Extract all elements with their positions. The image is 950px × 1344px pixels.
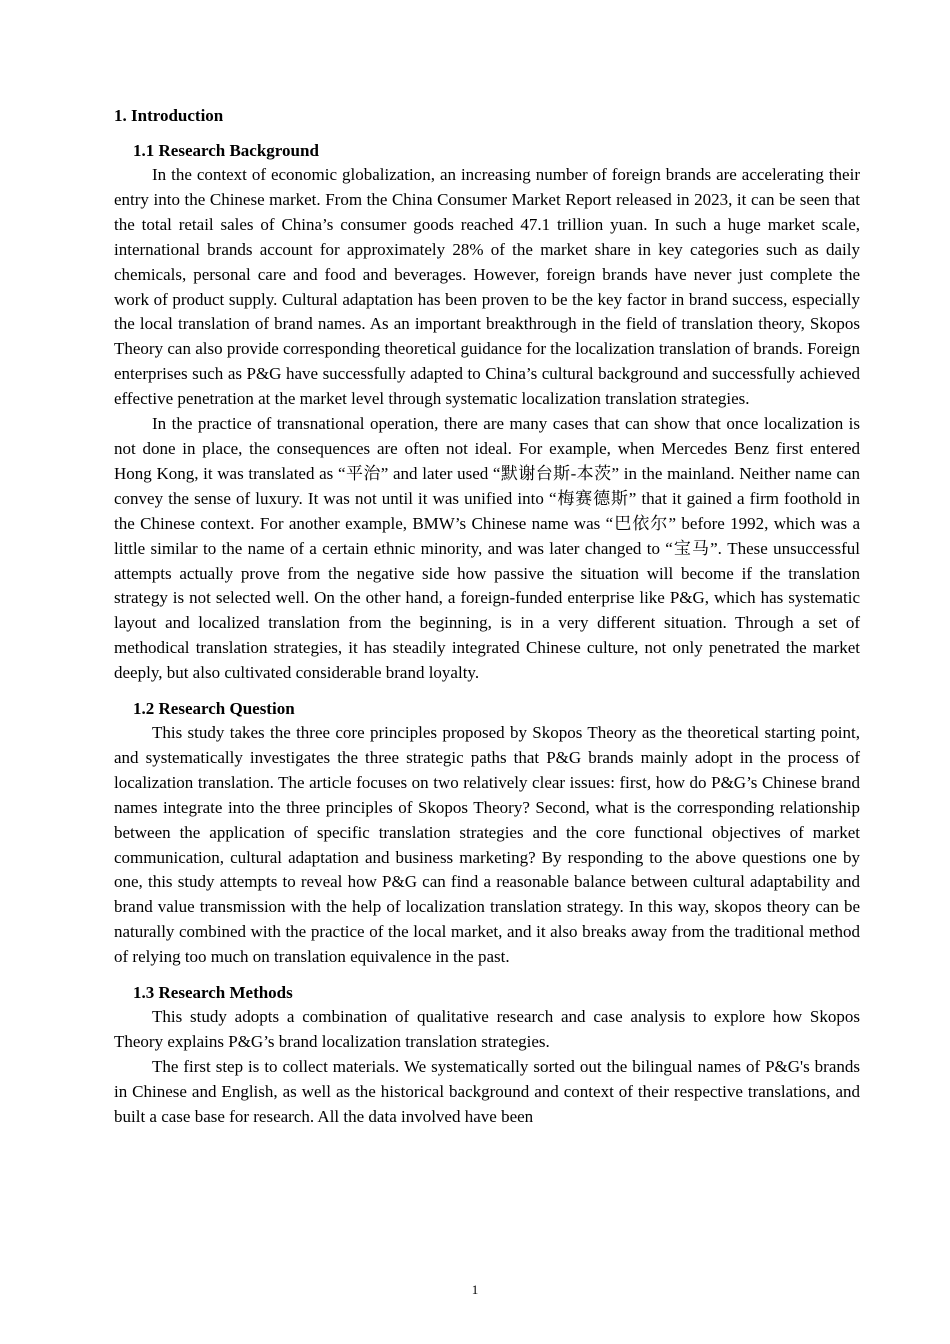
subsection-research-methods [114,981,860,1130]
section-title: 1. Introduction [114,106,224,125]
subsection-heading: 1.2 Research Question [133,699,295,719]
paragraph: In the context of economic globalization, an increasing number of foreign brands are accelerating their entry into the Chinese market. From the China Consumer Market Report released in 2023, it can be seen that the total retail sales of China’s consumer goods reached 47.1 trillion yuan. In such a huge market scale, international brands account for approximately 28% of the market share in key categories such as daily chemicals, personal care and food and beverages. However, foreign brands have never just complete the work of product supply. Cultural adaptation has been proven to be the key factor in brand success, especially the local translation of brand names. As an important breakthrough in the field of translation theory, Skopos Theory can also provide corresponding theoretical guidance for the localization translation of brands. Foreign enterprises such as P&G have successfully adapted to China’s cultural background and successfully achieved effective penetration at the market level through systematic localization translation strategies. [114,165,860,409]
subsection-research-background [114,139,860,686]
paragraph: The first step is to collect materials. We systematically sorted out the bilingual names of P&G's brands in Chinese and English, as well as the historical background and context of their respective translations, and built a case base for research. All the data involved have been [114,1056,860,1126]
subsection-heading: 1.3 Research Methods [133,983,293,1003]
page-number: 1 [471,1282,479,1297]
paragraph: This study takes the three core principles proposed by Skopos Theory as the theoretical starting point, and systematically investigates the three strategic paths that P&G brands mainly adopt in the process of localization translation. The article focuses on two relatively clear issues: first, how do P&G’s Chinese brand names integrate into the three principles of Skopos Theory? Second, what is the corresponding relationship between the application of specific translation strategies and the core functional objectives of market communication, cultural adaptation and business marketing? By responding to the above questions one by one, this study attempts to reveal how P&G can find a reasonable balance between cultural adaptability and brand value transmission with the help of localization translation strategy. In this way, skopos theory can be naturally combined with the practice of the local market, and it also breaks away from the traditional method of relying too much on translation equivalence in the past. [114,723,860,967]
paragraph: This study adopts a combination of qualitative research and case analysis to explore how Skopos Theory explains P&G’s brand localization translation strategies. [114,1007,860,1051]
subsection-research-question [114,697,860,970]
paragraph: In the practice of transnational operation, there are many cases that can show that once localization is not done in place, the consequences are often not ideal. For example, when Mercedes Benz first entered Hong Kong, it was translated as “平治” and later used “默谢台斯-本茨” in the mainland. Neither name can convey the sense of luxury. It was not until it was unified into “梅赛德斯” that it gained a firm foothold in the Chinese context. For another example, BMW’s Chinese name was “巴依尔” before 1992, which was a little similar to the name of a certain ethnic minority, and was later changed to “宝马”. These unsuccessful attempts actually prove from the negative side how passive the situation will become if the translation strategy is not selected well. On the other hand, a foreign-funded enterprise like P&G, which has systematic layout and localized translation from the beginning, is in a very different situation. Through a set of methodical translation strategies, it has steadily integrated Chinese culture, not only penetrated the market deeply, but also cultivated considerable brand loyalty. [114,414,860,683]
subsection-heading: 1.1 Research Background [133,141,319,160]
document-body [114,104,860,1130]
